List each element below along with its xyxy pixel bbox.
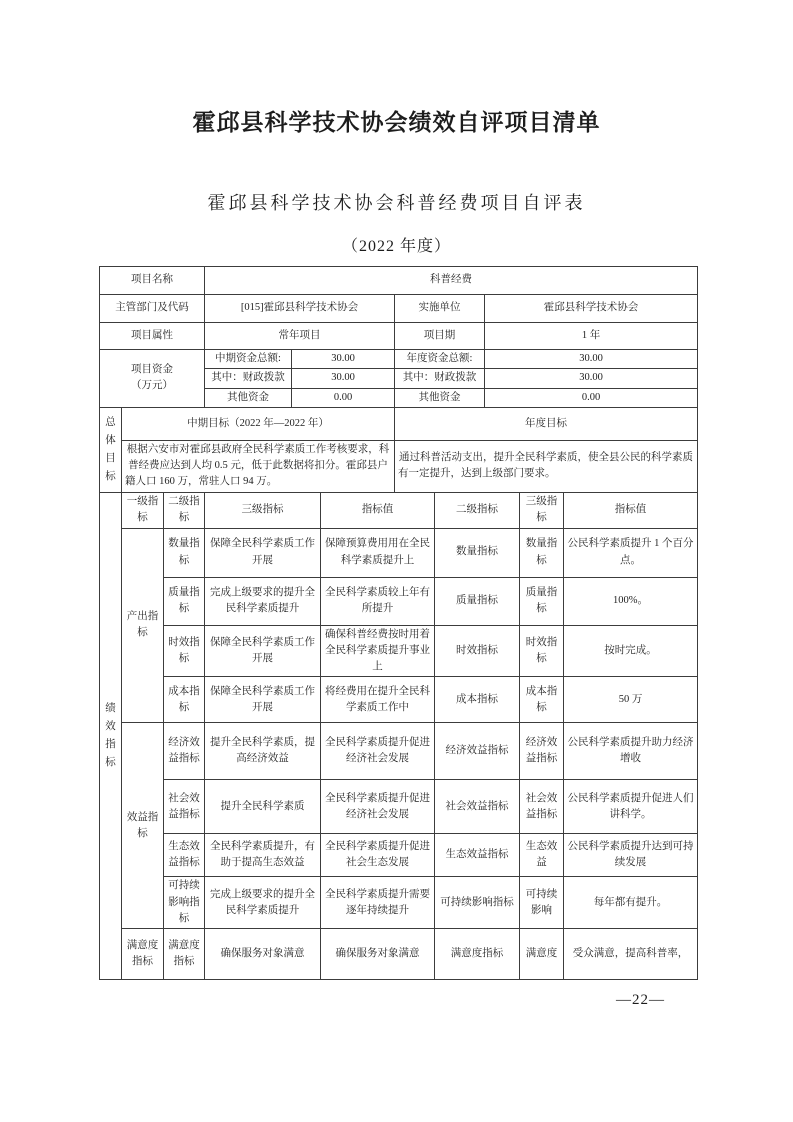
table-row xyxy=(100,780,698,834)
indicator-l2-annual: 满意度指标 xyxy=(435,929,520,980)
indicator-l2: 社会效益指标 xyxy=(164,780,205,834)
header-value-annual: 指标值 xyxy=(564,492,698,528)
indicator-l3: 全民科学素质提升，有助于提高生态效益 xyxy=(205,834,321,877)
table-row xyxy=(100,528,698,577)
attr-label: 项目属性 xyxy=(100,323,205,350)
table-row xyxy=(100,267,698,295)
indicator-l2: 经济效益指标 xyxy=(164,723,205,780)
self-eval-table xyxy=(99,266,698,980)
impl-unit-label: 实施单位 xyxy=(395,295,485,323)
indicator-value: 保障预算费用用在全民科学素质提升上 xyxy=(321,528,435,577)
indicator-value: 全民科学素质提升促进经济社会发展 xyxy=(321,723,435,780)
table-row xyxy=(100,723,698,780)
fund-year-gov-label: 其中：财政拨款 xyxy=(395,369,485,388)
indicator-l3: 完成上级要求的提升全民科学素质提升 xyxy=(205,577,321,625)
mid-goal-text: 根据六安市对霍邱县政府全民科学素质工作考核要求，科普经费应达到人均 0.5 元，低于此数据将扣分。霍邱县户籍人口 160 万，常驻人口 94 万。 xyxy=(122,440,395,492)
indicator-l2: 可持续影响指标 xyxy=(164,877,205,929)
table-row xyxy=(100,834,698,877)
year-goal-text: 通过科普活动支出，提升全民科学素质，使全县公民的科学素质有一定提升，达到上级部门要求。 xyxy=(395,440,698,492)
level1-benefit: 效益指标 xyxy=(122,723,164,929)
indicator-value-annual: 公民科学素质提升助力经济增收 xyxy=(564,723,698,780)
period-label: 项目期 xyxy=(395,323,485,350)
table-row xyxy=(100,323,698,350)
indicator-value-annual: 50 万 xyxy=(564,677,698,723)
indicator-l3: 提升全民科学素质 xyxy=(205,780,321,834)
indicator-l2-annual: 成本指标 xyxy=(435,677,520,723)
indicator-l3: 保障全民科学素质工作开展 xyxy=(205,625,321,677)
indicator-l3-annual: 社会效益指标 xyxy=(520,780,564,834)
indicator-l3-annual: 数量指标 xyxy=(520,528,564,577)
table-row xyxy=(100,625,698,677)
indicator-l2: 时效指标 xyxy=(164,625,205,677)
table-row xyxy=(100,877,698,929)
indicator-l3-annual: 成本指标 xyxy=(520,677,564,723)
fund-year-gov-value: 30.00 xyxy=(485,369,698,388)
indicator-l3-annual: 经济效益指标 xyxy=(520,723,564,780)
fund-mid-gov-value: 30.00 xyxy=(292,369,395,388)
fund-label xyxy=(100,350,205,408)
fund-label-line2: （万元） xyxy=(131,380,173,392)
header-level3: 三级指标 xyxy=(205,492,321,528)
impl-unit-value: 霍邱县科学技术协会 xyxy=(485,295,698,323)
fund-mid-gov-label: 其中：财政拨款 xyxy=(205,369,292,388)
indicator-value-annual: 公民科学素质提升促进人们讲科学。 xyxy=(564,780,698,834)
table-row xyxy=(100,295,698,323)
indicator-l2-annual: 数量指标 xyxy=(435,528,520,577)
dept-label: 主管部门及代码 xyxy=(100,295,205,323)
indicator-value-annual: 按时完成。 xyxy=(564,625,698,677)
year-goal-header: 年度目标 xyxy=(395,407,698,440)
project-name-value: 科普经费 xyxy=(205,267,698,295)
fund-year-total-value: 30.00 xyxy=(485,350,698,369)
indicator-l3-annual: 生态效益 xyxy=(520,834,564,877)
header-value: 指标值 xyxy=(321,492,435,528)
period-value: 1 年 xyxy=(485,323,698,350)
indicator-value: 确保科普经费按时用着全民科学素质提升事业上 xyxy=(321,625,435,677)
indicator-l2-annual: 时效指标 xyxy=(435,625,520,677)
year-label: （2022 年度） xyxy=(341,238,451,255)
page-title: 霍邱县科学技术协会绩效自评项目清单 xyxy=(192,110,601,135)
indicator-l2: 质量指标 xyxy=(164,577,205,625)
fund-mid-other-label: 其他资金 xyxy=(205,388,292,407)
indicator-l2-annual: 生态效益指标 xyxy=(435,834,520,877)
fund-mid-total-label: 中期资金总额: xyxy=(205,350,292,369)
level1-satisfaction: 满意度指标 xyxy=(122,929,164,980)
indicator-value-annual: 每年都有提升。 xyxy=(564,877,698,929)
indicator-l2: 成本指标 xyxy=(164,677,205,723)
fund-year-other-value: 0.00 xyxy=(485,388,698,407)
indicator-l2: 数量指标 xyxy=(164,528,205,577)
mid-goal-header: 中期目标（2022 年—2022 年） xyxy=(122,407,395,440)
fund-year-other-label: 其他资金 xyxy=(395,388,485,407)
page-number: —22— xyxy=(616,992,665,1008)
indicator-value: 全民科学素质提升促进经济社会发展 xyxy=(321,780,435,834)
table-row xyxy=(100,350,698,369)
table-row xyxy=(100,492,698,528)
fund-mid-total-value: 30.00 xyxy=(292,350,395,369)
dept-value: [015]霍邱县科学技术协会 xyxy=(205,295,395,323)
indicator-l2-annual: 质量指标 xyxy=(435,577,520,625)
table-row xyxy=(100,929,698,980)
indicator-value: 全民科学素质提升需要逐年持续提升 xyxy=(321,877,435,929)
indicator-l3: 保障全民科学素质工作开展 xyxy=(205,677,321,723)
indicator-value-annual: 受众满意，提高科普率， xyxy=(564,929,698,980)
indicator-l3: 确保服务对象满意 xyxy=(205,929,321,980)
table-row xyxy=(100,677,698,723)
indicator-l2-annual: 经济效益指标 xyxy=(435,723,520,780)
fund-label-line1: 项目资金 xyxy=(131,363,173,375)
indicator-l3-annual: 可持续影响 xyxy=(520,877,564,929)
header-level3-annual: 三级指标 xyxy=(520,492,564,528)
indicator-value: 将经费用在提升全民科学素质工作中 xyxy=(321,677,435,723)
overall-goal-section-label: 总体目标 xyxy=(100,407,122,492)
indicator-l3: 完成上级要求的提升全民科学素质提升 xyxy=(205,877,321,929)
header-level2: 二级指标 xyxy=(164,492,205,528)
indicator-l3-annual: 满意度 xyxy=(520,929,564,980)
indicator-value-annual: 公民科学素质提升 1 个百分点。 xyxy=(564,528,698,577)
header-level2-annual: 二级指标 xyxy=(435,492,520,528)
indicator-l3: 保障全民科学素质工作开展 xyxy=(205,528,321,577)
indicator-value: 全民科学素质较上年有所提升 xyxy=(321,577,435,625)
indicator-l2-annual: 可持续影响指标 xyxy=(435,877,520,929)
performance-section-label: 绩效指标 xyxy=(100,492,122,980)
table-title: 霍邱县科学技术协会科普经费项目自评表 xyxy=(207,193,586,213)
indicator-l2: 生态效益指标 xyxy=(164,834,205,877)
header-level1: 一级指标 xyxy=(122,492,164,528)
table-row xyxy=(100,407,698,440)
indicator-value-annual: 公民科学素质提升达到可持续发展 xyxy=(564,834,698,877)
level1-output: 产出指标 xyxy=(122,528,164,723)
indicator-value: 全民科学素质提升促进社会生态发展 xyxy=(321,834,435,877)
indicator-l2-annual: 社会效益指标 xyxy=(435,780,520,834)
indicator-value: 确保服务对象满意 xyxy=(321,929,435,980)
fund-year-total-label: 年度资金总额: xyxy=(395,350,485,369)
attr-value: 常年项目 xyxy=(205,323,395,350)
table-row xyxy=(100,577,698,625)
indicator-l3: 提升全民科学素质，提高经济效益 xyxy=(205,723,321,780)
indicator-l2: 满意度指标 xyxy=(164,929,205,980)
table-row xyxy=(100,440,698,492)
project-name-label: 项目名称 xyxy=(100,267,205,295)
indicator-value-annual: 100%。 xyxy=(564,577,698,625)
indicator-l3-annual: 时效指标 xyxy=(520,625,564,677)
fund-mid-other-value: 0.00 xyxy=(292,388,395,407)
indicator-l3-annual: 质量指标 xyxy=(520,577,564,625)
